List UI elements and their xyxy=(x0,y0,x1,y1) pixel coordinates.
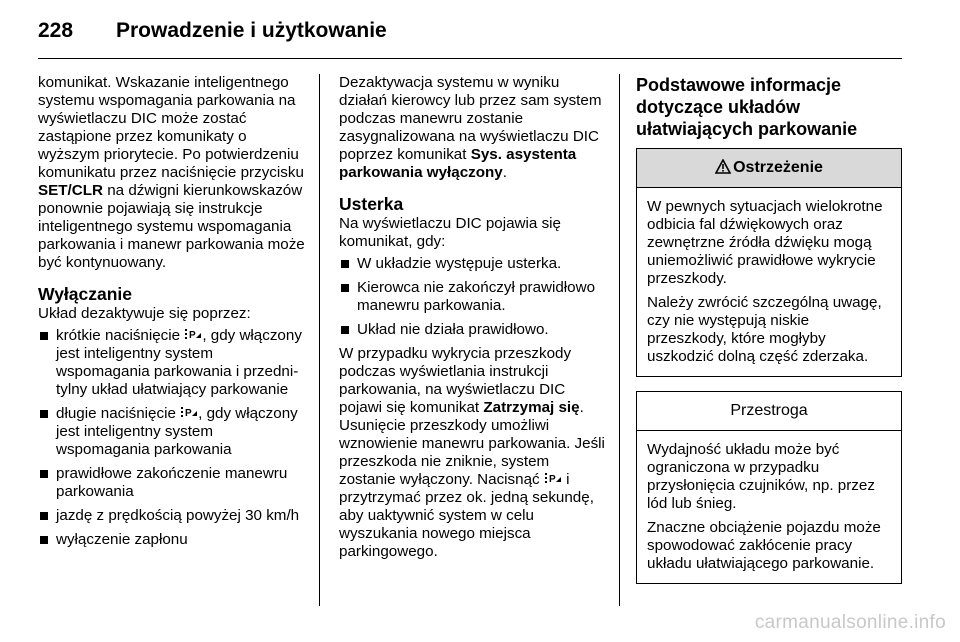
warning-paragraph: Należy zwrócić szczególną uwagę, czy nie występują niskie przeszkody, które mogłyby uszkodzić dolną część zderzaka. xyxy=(647,294,882,365)
warning-paragraph: W pewnych sytuacjach wielokrotne odbicia fal dźwiękowych oraz zewnętrzne źródła dźwięku mogą uniemożliwić prawidłowe wykrycie przeszkody. xyxy=(647,198,883,287)
column-2 xyxy=(339,74,609,561)
column-3 xyxy=(636,74,902,598)
warning-box xyxy=(636,148,902,377)
list-item-text: , gdy włączony jest inteligentny system wspomagania parkowania i przedni-tylny układ ułatwiający parkowanie xyxy=(56,327,302,398)
list-item xyxy=(38,405,308,459)
list-item-text: W układzie występuje usterka. xyxy=(357,255,562,272)
section-lead: Na wyświetlaczu DIC pojawia się komunikat, gdy: xyxy=(339,215,561,250)
bullet-icon xyxy=(341,260,349,268)
bullet-icon xyxy=(40,332,48,340)
list-item-text: jazdę z prędkością powyżej 30 km/h xyxy=(56,507,300,524)
intro-text-1: komunikat. Wskazanie inteligentnego systemu wspomagania parkowania na wyświetlaczu DIC może zostać zastąpione przez komunikaty o wyższym priorytecie. Po potwierdzeniu komunikatu przez naciśnięcie przycisku xyxy=(38,74,304,181)
fault-list xyxy=(339,255,609,339)
svg-text:P: P xyxy=(548,474,556,484)
bullet-icon xyxy=(341,284,349,292)
caution-header: Przestroga xyxy=(637,392,901,431)
list-item xyxy=(38,465,308,501)
warning-header xyxy=(637,149,901,188)
list-item-text: Kierowca nie zakończył prawidłowo manewru parkowania. xyxy=(357,279,596,314)
intro-paragraph xyxy=(38,74,308,272)
list-item xyxy=(38,327,308,399)
park-assist-icon xyxy=(184,328,202,340)
list-item xyxy=(339,321,609,339)
caution-box xyxy=(636,391,902,584)
section-lead: Układ dezaktywuje się poprzez: xyxy=(38,305,251,322)
deactivation-paragraph xyxy=(339,74,609,182)
section-heading-usterka: Usterka xyxy=(339,194,404,214)
list-item xyxy=(339,279,609,315)
set-clr-label: SET/CLR xyxy=(38,182,103,199)
list-item xyxy=(38,531,308,549)
warning-triangle-icon xyxy=(715,159,731,174)
page-header xyxy=(38,14,922,54)
intro-text-2: na dźwigni kierunkowskazów ponownie pojawiają się instrukcje inteligentnego systemu wspomagania parkowania i manewr parkowania może być kontynuowany. xyxy=(38,182,305,271)
list-item-text: wyłączenie zapłonu xyxy=(56,531,188,548)
warning-title: Ostrzeżenie xyxy=(733,159,823,176)
paragraph-text: . Usunięcie przeszkody umożliwi wznowienie manewru parkowania. Jeśli przeszkoda nie zniknie, system zostanie wyłączony. Nacisnąć xyxy=(339,399,605,488)
bullet-icon xyxy=(40,470,48,478)
list-item-text: długie naciśnięcie xyxy=(56,405,181,422)
svg-text:P: P xyxy=(185,408,192,418)
warning-body xyxy=(637,188,901,376)
page-title: Prowadzenie i użytkowanie xyxy=(116,19,387,42)
section-heading-wylaczanie: Wyłączanie xyxy=(38,284,133,304)
list-item-text: , gdy włączony jest inteligentny system wspomagania parkowania xyxy=(56,405,298,458)
watermark: carmanualsonline.info xyxy=(754,612,946,633)
paragraph-text: . xyxy=(502,164,507,181)
list-item-text: prawidłowe zakończenie manewru parkowania xyxy=(56,465,288,500)
page-number: 228 xyxy=(38,19,74,42)
paragraph-text: Dezaktywacja systemu w wyniku działań kierowcy lub przez sam system podczas manewru zostanie zasygnalizowana na wyświetlaczu DIC poprzez komunikat xyxy=(339,74,602,163)
paragraph-text: i przytrzymać przez ok. jedną sekundę, aby uaktywnić system w celu wyszukania nowego miejsca parkingowego. xyxy=(339,471,594,560)
column-divider-2 xyxy=(619,74,620,606)
message-label: Zatrzymaj się xyxy=(483,399,580,416)
svg-text:P: P xyxy=(189,330,196,340)
park-assist-icon xyxy=(544,472,562,484)
header-rule xyxy=(38,58,902,59)
list-item-text: krótkie naciśnięcie xyxy=(56,327,185,344)
paragraph-text: W przypadku wykrycia przeszkody podczas wyświetlania instrukcji parkowania, na wyświetlaczu DIC pojawi się komunikat xyxy=(339,345,572,416)
caution-paragraph: Znaczne obciążenie pojazdu może spowodować zakłócenie pracy układu ułatwiającego parkowanie. xyxy=(647,519,881,572)
section-heading-podstawowe: Podstawowe informacje dotyczące układów ułatwiających parkowanie xyxy=(636,75,858,139)
bullet-icon xyxy=(40,410,48,418)
bullet-icon xyxy=(40,536,48,544)
caution-paragraph: Wydajność układu może być ograniczona w przypadku przysłonięcia czujników, np. przez lód lub śnieg. xyxy=(647,441,875,512)
obstacle-paragraph xyxy=(339,345,609,561)
column-1 xyxy=(38,74,308,555)
column-divider-1 xyxy=(319,74,320,606)
caution-body xyxy=(637,431,901,583)
park-assist-icon xyxy=(180,406,198,418)
list-item xyxy=(339,255,609,273)
bullet-icon xyxy=(341,326,349,334)
message-label: Sys. asystenta parkowania wyłączony xyxy=(339,146,577,181)
bullet-icon xyxy=(40,512,48,520)
list-item-text: Układ nie działa prawidłowo. xyxy=(357,321,549,338)
list-item xyxy=(38,507,308,525)
deactivation-list xyxy=(38,327,308,549)
